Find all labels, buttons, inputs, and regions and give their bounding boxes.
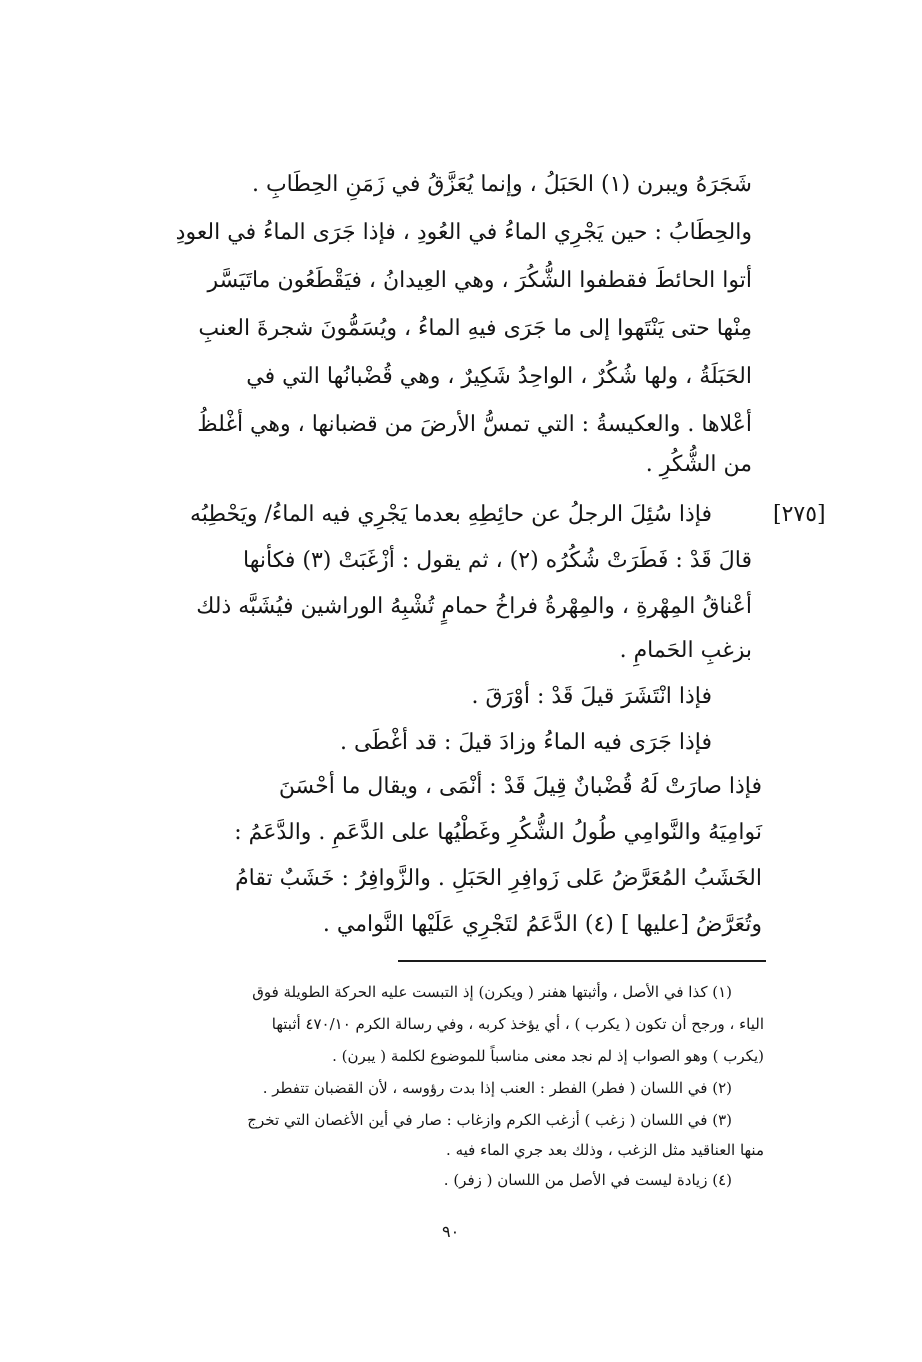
body-line: مِنْها حتى يَنْتَهوا إلى ما جَرَى فيهِ الماءُ ، ويُسَمُّونَ شجرةَ العنبِ (198, 316, 752, 341)
body-line: شَجَرَهُ ويبرن (١) الحَبَلُ ، وإنما يُعَزَّقُ في زَمَنِ الحِطَابِ . (251, 172, 752, 197)
body-line: أتوا الحائطَ فقطفوا الشُّكُرَ ، وهي العِيدانُ ، فيَقْطَعُون ماتَيَسَّر (207, 268, 752, 293)
body-line: أعْلاها . والعكيسةُ : التي تمسُّ الأرضَ من قضبانها ، وهي أغْلظُ (197, 412, 752, 437)
body-line: فإذا صارَتْ لَهُ قُضْبانٌ قِيلَ قَدْ : أنْمَى ، ويقال ما أحْسَنَ (278, 774, 762, 799)
footnote-line: الياء ، ورجح أن تكون ( يكرب ) ، أي يؤخذ كربه ، وفي رسالة الكرم ٤٧٠/١٠ أثبتها (271, 1015, 764, 1033)
body-line: فإذا انْتَشَرَ قيلَ قَدْ : أوْرَقَ . (471, 684, 712, 709)
footnote-line: منها العناقيد مثل الزغب ، وذلك بعد جري الماء فيه . (446, 1141, 764, 1159)
body-line: الخَشَبُ المُعَرَّضُ عَلى زَوافِرِ الحَبَلِ . والزَّوافِرُ : خَشَبٌ تقامُ (235, 866, 762, 891)
body-line: فإذا سُئِلَ الرجلُ عن حائِطِهِ بعدما يَجْرِي فيه الماءُ/ ويَحْطِبُه (190, 502, 712, 527)
footnote-line: (٢) في اللسان ( فطر) الفطر : العنب إذا بدت رؤوسه ، لأن القضبان تتفطر . (262, 1079, 732, 1097)
page-number: ٩٠ (442, 1222, 460, 1241)
body-line: بزغبِ الحَمامِ . (619, 638, 752, 663)
body-line: وتُعَرَّضُ [عليها ] (٤) الدَّعَمُ لتَجْرِي عَلَيْها النَّوامي . (322, 912, 762, 937)
body-line: نَوامِيَهُ والنَّوامِي طُولُ الشُّكُرِ وغَطْيُها على الدَّعَمِ . والدَّعَمُ : (234, 820, 762, 845)
body-line: أعْناقُ المِهْرةِ ، والمِهْرةُ فراخُ حمامٍ تُشْبِهُ الوراشين فيُشَبَّه ذلك (196, 594, 752, 619)
body-line: من الشُّكُرِ . (645, 452, 752, 477)
footnote-line: (٣) في اللسان ( زغب ) أزغب الكرم وازغاب : صار في أين الأغصان التي تخرج (247, 1111, 732, 1129)
footnote-separator (398, 960, 766, 962)
footnote-line: (١) كذا في الأصل ، وأثبتها هفنر ( ويكرن) إذ التبست عليه الحركة الطويلة فوق (252, 983, 732, 1001)
body-line: فإذا جَرَى فيه الماءُ وزادَ قيلَ : قد أغْطَى . (339, 730, 712, 755)
body-line: والحِطَابُ : حين يَجْرِي الماءُ في العُودِ ، فإذا جَرَى الماءُ في العودِ (175, 220, 752, 245)
footnote-line: (يكرب ) وهو الصواب إذ لم نجد معنى مناسباً للموضوع لكلمة ( يبرن) . (332, 1047, 764, 1065)
footnote-line: (٤) زيادة ليست في الأصل من اللسان ( زفر) . (443, 1171, 732, 1189)
body-line: الحَبَلَةُ ، ولها شُكُرٌ ، الواحِدُ شَكِيرٌ ، وهي قُضْبانُها التي في (246, 364, 752, 389)
body-line: قالَ قَدْ : فَطَرَتْ شُكُرُه (٢) ، ثم يقول : أزْغَبَتْ (٣) فكأنها (243, 548, 752, 573)
margin-page-note: [٢٧٥] (773, 502, 826, 527)
